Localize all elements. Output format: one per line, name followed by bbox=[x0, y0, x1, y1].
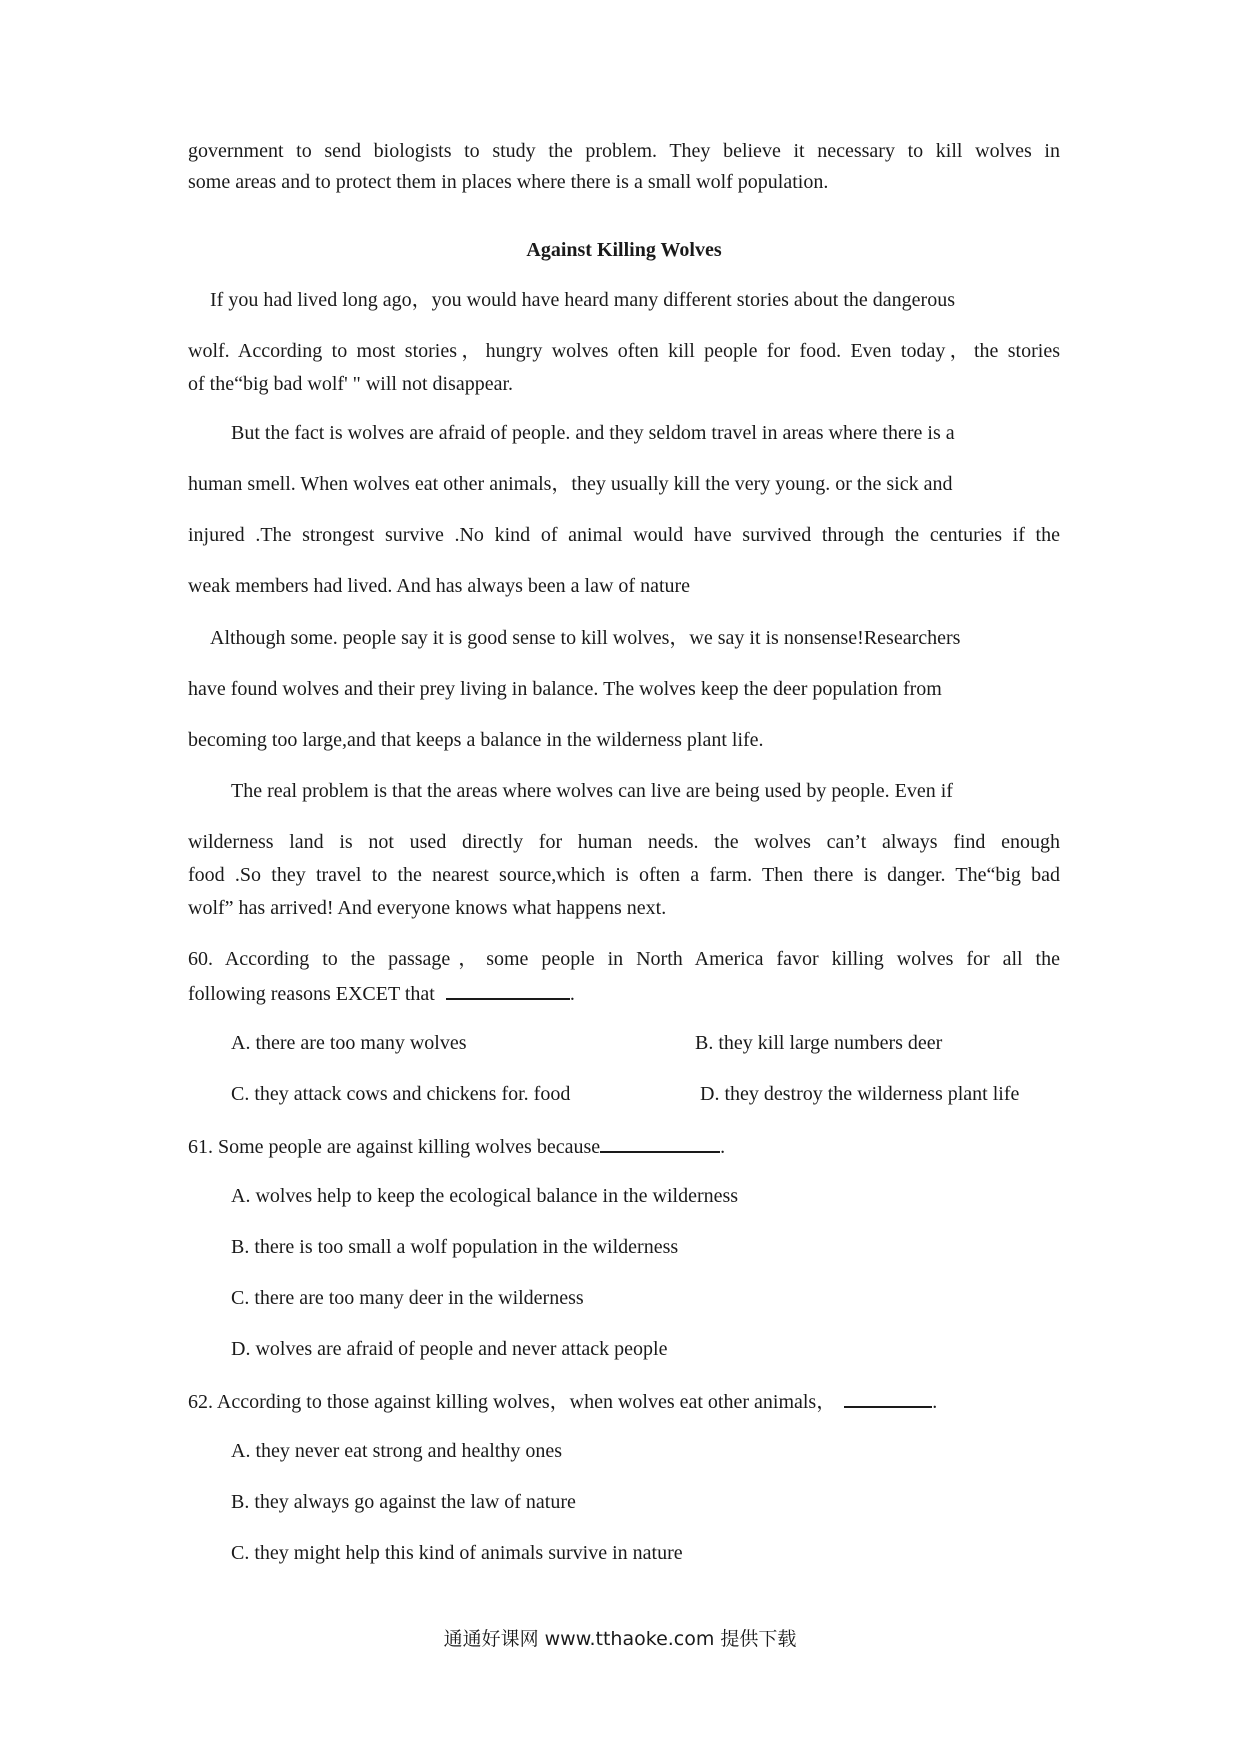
question-62-option-a: A. they never eat strong and healthy ones bbox=[231, 1440, 563, 1462]
question-60-option-a: A. there are too many wolves bbox=[231, 1032, 467, 1054]
question-60-text-cont: following reasons EXCET that . bbox=[188, 980, 1060, 1006]
answer-blank bbox=[844, 1388, 932, 1408]
page-footer: 通通好课网 www.tthaoke.com 提供下载 bbox=[443, 1628, 797, 1650]
question-60-option-c: C. they attack cows and chickens for. food bbox=[231, 1083, 571, 1105]
paragraph-line: If you had lived long ago，you would have heard many different stories about the dangerous bbox=[210, 289, 955, 311]
intro-line: some areas and to protect them in places where there is a small wolf population. bbox=[188, 171, 829, 193]
paragraph-line: wolf. According to most stories，hungry wolves often kill people for food. Even today，the stories bbox=[188, 340, 1060, 362]
paragraph-line: food .So they travel to the nearest source,which is often a farm. Then there is danger. The“big bad bbox=[188, 864, 1060, 886]
question-60-text: 60. According to the passage，some people in North America favor killing wolves for all the bbox=[188, 948, 1060, 970]
question-62-text: 62. According to those against killing wolves，when wolves eat other animals， . bbox=[188, 1388, 1060, 1414]
answer-blank bbox=[446, 980, 570, 1000]
question-61-option-d: D. wolves are afraid of people and never attack people bbox=[231, 1338, 668, 1360]
paragraph-line: human smell. When wolves eat other animals，they usually kill the very young. or the sick and bbox=[188, 473, 953, 495]
paragraph-line: The real problem is that the areas where wolves can live are being used by people. Even if bbox=[231, 780, 953, 802]
section-heading: Against Killing Wolves bbox=[526, 239, 722, 261]
paragraph-line: injured .The strongest survive .No kind of animal would have survived through the centuries if the bbox=[188, 524, 1060, 546]
paragraph-line: weak members had lived. And has always been a law of nature bbox=[188, 575, 691, 597]
paragraph-line: Although some. people say it is good sense to kill wolves，we say it is nonsense!Researchers bbox=[210, 627, 961, 649]
question-62-option-b: B. they always go against the law of nature bbox=[231, 1491, 576, 1513]
question-61-text: 61. Some people are against killing wolves because . bbox=[188, 1133, 1060, 1159]
paragraph-line: becoming too large,and that keeps a balance in the wilderness plant life. bbox=[188, 729, 764, 751]
paragraph-line: of the“big bad wolf' " will not disappear. bbox=[188, 373, 514, 395]
paragraph-line: wolf” has arrived! And everyone knows what happens next. bbox=[188, 897, 667, 919]
paragraph-line: wilderness land is not used directly for human needs. the wolves can’t always find enough bbox=[188, 831, 1060, 853]
question-61-option-a: A. wolves help to keep the ecological balance in the wilderness bbox=[231, 1185, 739, 1207]
question-61-option-b: B. there is too small a wolf population in the wilderness bbox=[231, 1236, 679, 1258]
paragraph-line: have found wolves and their prey living in balance. The wolves keep the deer population from bbox=[188, 678, 942, 700]
question-61-option-c: C. there are too many deer in the wilderness bbox=[231, 1287, 584, 1309]
question-62-option-c: C. they might help this kind of animals survive in nature bbox=[231, 1542, 683, 1564]
paragraph-line: But the fact is wolves are afraid of people. and they seldom travel in areas where there is a bbox=[231, 422, 955, 444]
answer-blank bbox=[600, 1133, 720, 1153]
question-60-option-d: D. they destroy the wilderness plant life bbox=[700, 1083, 1020, 1105]
question-60-option-b: B. they kill large numbers deer bbox=[695, 1032, 943, 1054]
intro-line: government to send biologists to study the problem. They believe it necessary to kill wolves in bbox=[188, 140, 1060, 162]
